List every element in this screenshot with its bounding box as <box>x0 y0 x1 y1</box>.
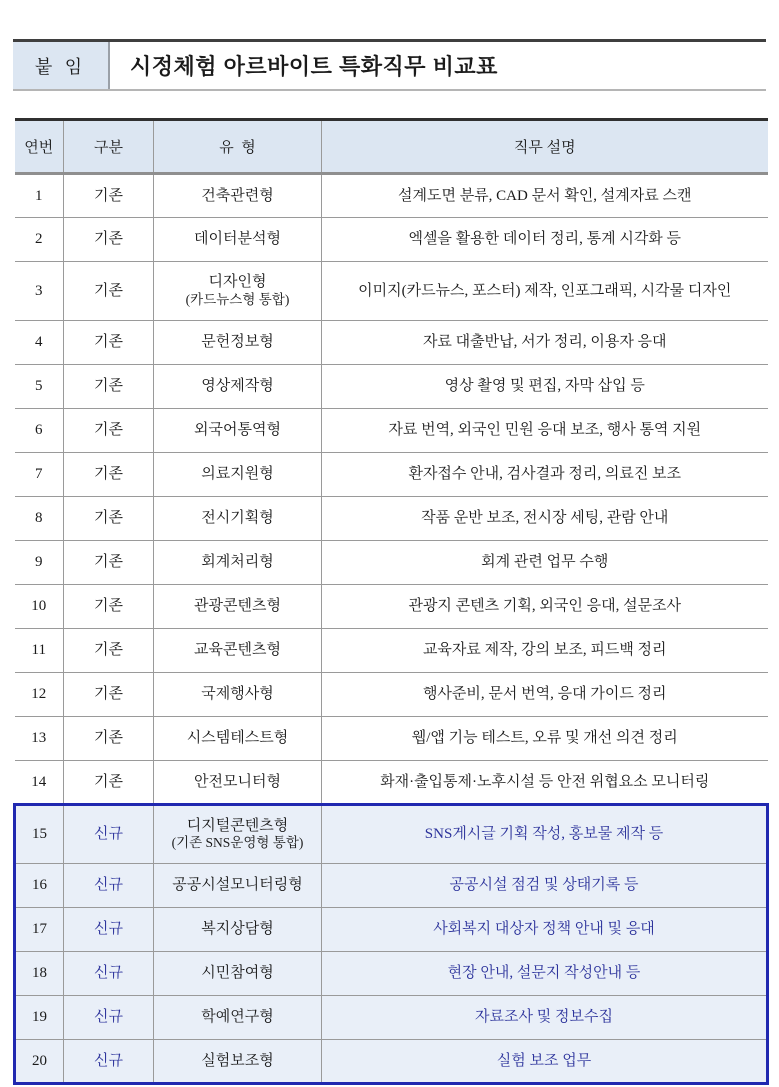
cell-category: 기존 <box>64 717 154 761</box>
page-title: 시정체험 아르바이트 특화직무 비교표 <box>130 54 498 79</box>
job-comparison-table <box>13 118 769 1085</box>
cell-type: 학예연구형 <box>154 996 322 1040</box>
cell-category: 기존 <box>64 321 154 365</box>
cell-category: 신규 <box>64 996 154 1040</box>
table-row <box>15 262 768 321</box>
table-header-row <box>15 120 768 174</box>
cell-type: 문헌정보형 <box>154 321 322 365</box>
cell-category: 기존 <box>64 262 154 321</box>
cell-no: 10 <box>15 585 64 629</box>
cell-desc: 엑셀을 활용한 데이터 정리, 통계 시각화 등 <box>322 218 768 262</box>
cell-category: 신규 <box>64 805 154 864</box>
cell-no: 16 <box>15 864 64 908</box>
cell-desc: 사회복지 대상자 정책 안내 및 응대 <box>322 908 768 952</box>
cell-category: 기존 <box>64 453 154 497</box>
cell-category: 기존 <box>64 673 154 717</box>
table-row <box>15 453 768 497</box>
cell-category: 신규 <box>64 1040 154 1084</box>
cell-desc: 웹/앱 기능 테스트, 오류 및 개선 의견 정리 <box>322 717 768 761</box>
cell-category: 기존 <box>64 497 154 541</box>
table-row <box>15 629 768 673</box>
attachment-label: 붙 임 <box>13 42 110 89</box>
cell-type: 외국어통역형 <box>154 409 322 453</box>
cell-type: 건축관련형 <box>154 174 322 218</box>
cell-category: 신규 <box>64 952 154 996</box>
cell-no: 11 <box>15 629 64 673</box>
table-row <box>15 585 768 629</box>
table-row <box>15 1040 768 1084</box>
cell-type: 데이터분석형 <box>154 218 322 262</box>
cell-desc: 화재·출입통제·노후시설 등 안전 위협요소 모니터링 <box>322 761 768 805</box>
cell-desc: 회계 관련 업무 수행 <box>322 541 768 585</box>
cell-category: 기존 <box>64 365 154 409</box>
cell-desc: 공공시설 점검 및 상태기록 등 <box>322 864 768 908</box>
cell-no: 2 <box>15 218 64 262</box>
cell-no: 5 <box>15 365 64 409</box>
cell-no: 4 <box>15 321 64 365</box>
cell-type: 공공시설모니터링형 <box>154 864 322 908</box>
table-row <box>15 321 768 365</box>
cell-desc: 자료 번역, 외국인 민원 응대 보조, 행사 통역 지원 <box>322 409 768 453</box>
table-body <box>15 174 768 1084</box>
cell-type: 실험보조형 <box>154 1040 322 1084</box>
cell-desc: SNS게시글 기획 작성, 홍보물 제작 등 <box>322 805 768 864</box>
table-row <box>15 952 768 996</box>
cell-category: 기존 <box>64 541 154 585</box>
cell-no: 15 <box>15 805 64 864</box>
table-row <box>15 761 768 805</box>
cell-no: 13 <box>15 717 64 761</box>
cell-desc: 자료 대출반납, 서가 정리, 이용자 응대 <box>322 321 768 365</box>
cell-category: 기존 <box>64 585 154 629</box>
cell-category: 기존 <box>64 629 154 673</box>
cell-category: 신규 <box>64 908 154 952</box>
cell-category: 기존 <box>64 218 154 262</box>
table-row <box>15 908 768 952</box>
table-row <box>15 864 768 908</box>
table-row <box>15 717 768 761</box>
cell-no: 6 <box>15 409 64 453</box>
cell-no: 9 <box>15 541 64 585</box>
cell-type: 관광콘텐츠형 <box>154 585 322 629</box>
cell-type: 디지털콘텐츠형 (기존 SNS운영형 통합) <box>154 805 322 864</box>
cell-category: 기존 <box>64 174 154 218</box>
cell-no: 3 <box>15 262 64 321</box>
cell-no: 1 <box>35 187 43 204</box>
cell-type: 의료지원형 <box>154 453 322 497</box>
header-no: 연번 <box>15 120 64 174</box>
table-row <box>15 673 768 717</box>
header-desc: 직무 설명 <box>322 120 768 174</box>
cell-no: 8 <box>15 497 64 541</box>
table-row <box>15 365 768 409</box>
cell-no: 7 <box>15 453 64 497</box>
cell-type-subtitle: (기존 SNS운영형 통합) <box>171 835 304 851</box>
cell-type: 국제행사형 <box>154 673 322 717</box>
table-row <box>15 497 768 541</box>
cell-no: 19 <box>15 996 64 1040</box>
cell-type: 영상제작형 <box>154 365 322 409</box>
table-row <box>15 805 768 864</box>
table-row <box>15 996 768 1040</box>
cell-desc: 이미지(카드뉴스, 포스터) 제작, 인포그래픽, 시각물 디자인 <box>322 262 768 321</box>
table-row <box>15 174 768 218</box>
table-header <box>15 120 768 174</box>
cell-desc: 교육자료 제작, 강의 보조, 피드백 정리 <box>322 629 768 673</box>
cell-type: 디자인형 (카드뉴스형 통합) <box>154 262 322 321</box>
cell-desc: 환자접수 안내, 검사결과 정리, 의료진 보조 <box>322 453 768 497</box>
cell-no: 14 <box>15 761 64 805</box>
cell-category: 기존 <box>64 409 154 453</box>
cell-desc: 작품 운반 보조, 전시장 세팅, 관람 안내 <box>322 497 768 541</box>
cell-type: 회계처리형 <box>154 541 322 585</box>
attachment-banner <box>13 39 766 91</box>
cell-desc: 영상 촬영 및 편집, 자막 삽입 등 <box>322 365 768 409</box>
cell-desc: 자료조사 및 정보수집 <box>322 996 768 1040</box>
cell-no: 20 <box>15 1040 64 1084</box>
header-type: 유 형 <box>154 120 322 174</box>
cell-type: 시민참여형 <box>154 952 322 996</box>
header-category: 구분 <box>64 120 154 174</box>
cell-desc: 행사준비, 문서 번역, 응대 가이드 정리 <box>322 673 768 717</box>
cell-desc: 실험 보조 업무 <box>322 1040 768 1084</box>
table-row <box>15 409 768 453</box>
table-row <box>15 218 768 262</box>
cell-type: 복지상담형 <box>154 908 322 952</box>
cell-type: 교육콘텐츠형 <box>154 629 322 673</box>
cell-no: 18 <box>15 952 64 996</box>
cell-desc: 설계도면 분류, CAD 문서 확인, 설계자료 스캔 <box>322 174 768 218</box>
cell-category: 기존 <box>64 761 154 805</box>
cell-desc: 현장 안내, 설문지 작성안내 등 <box>322 952 768 996</box>
cell-category: 신규 <box>64 864 154 908</box>
cell-type: 안전모니터형 <box>154 761 322 805</box>
cell-desc: 관광지 콘텐츠 기획, 외국인 응대, 설문조사 <box>322 585 768 629</box>
cell-no: 12 <box>15 673 64 717</box>
cell-type: 전시기획형 <box>154 497 322 541</box>
cell-type-subtitle: (카드뉴스형 통합) <box>185 291 290 307</box>
cell-no: 17 <box>15 908 64 952</box>
table-row <box>15 541 768 585</box>
cell-type: 시스템테스트형 <box>154 717 322 761</box>
